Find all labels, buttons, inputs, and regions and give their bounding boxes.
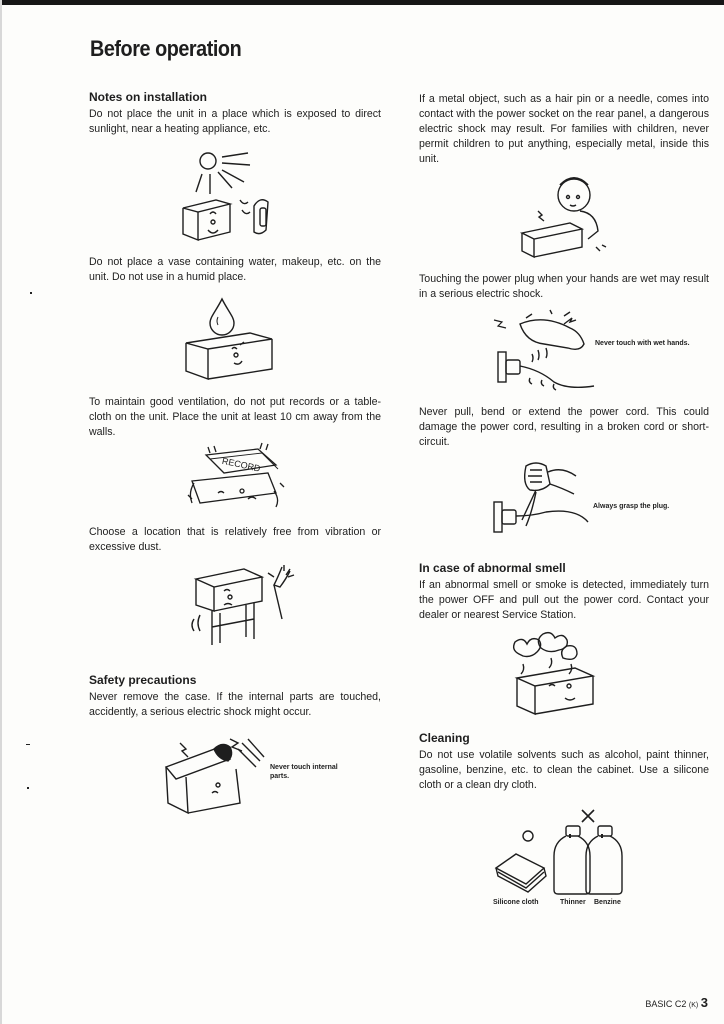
metal-object-text: If a metal object, such as a hair pin or a needle, comes into contact with the power socket on the rear panel, a dangerous electric shock may result. For families with children, never permit children to put anything, especially metal, inside this unit. [419,93,709,165]
abnormal-smell-text: If an abnormal smell or smoke is detected, immediately turn the power OFF and pull out the power cord. Contact your dealer or nearest Service Station. [419,579,709,621]
installation-vase-text: Do not place a vase containing water, makeup, etc. on the unit. Do not use in a humid place. [89,256,381,283]
smoke-illustration [505,628,605,718]
open-case-illustration [160,733,265,818]
wet-hands-caption: Never touch with wet hands. [595,340,690,347]
footer-suffix: (K) [688,1002,699,1009]
vibration-text-block [89,525,381,555]
cleaning-section [419,731,709,793]
page-number: 3 [700,995,708,1010]
safety-caption: Never touch internal parts. [270,764,338,780]
installation-ventilation-text: To maintain good ventilation, do not put records or a table-cloth on the unit. Place the unit at least 10 cm away from the walls. [89,396,381,438]
installation-section [89,90,381,137]
metal-object-text-block [419,92,709,167]
vase-text-block [89,255,381,285]
wet-hands-text-block [419,272,709,302]
page-edge [0,0,2,1024]
record-cloth-illustration [178,443,288,518]
safety-heading: Safety precautions [89,673,197,687]
cleaning-illustration [494,806,639,896]
installation-sunlight-text: Do not place the unit in a place which is exposed to direct sunlight, near a heating appliance, etc. [89,108,381,135]
child-illustration [518,175,618,260]
scan-speck [30,292,32,294]
installation-heading: Notes on installation [89,90,208,104]
top-rule [0,0,724,5]
scan-speck [27,787,29,789]
vibration-illustration [186,565,306,650]
prohibited-mark-icon [582,810,594,822]
footer-model: BASIC C2 [645,999,687,1009]
thinner-label: Thinner [560,899,586,906]
power-cord-text: Never pull, bend or extend the power cord. This could damage the power cord, resulting in a broken cord or short-circuit. [419,406,709,448]
power-cord-text-block [419,405,709,450]
water-drop-illustration [180,295,280,385]
abnormal-smell-section [419,561,709,623]
grasp-plug-illustration [490,458,590,538]
cleaning-heading: Cleaning [419,731,470,745]
silicone-cloth-label: Silicone cloth [493,899,539,906]
scan-speck [26,744,30,745]
abnormal-smell-heading: In case of abnormal smell [419,561,566,575]
wet-hands-text: Touching the power plug when your hands are wet may result in a serious electric shock. [419,273,709,300]
record-label: RECORD [221,455,262,474]
page-title: Before operation [90,36,242,61]
installation-vibration-text: Choose a location that is relatively free from vibration or excessive dust. [89,526,381,553]
ventilation-text-block [89,395,381,440]
sunlight-illustration [178,148,298,248]
safety-section [89,673,381,720]
page-footer [645,995,708,1010]
safety-text: Never remove the case. If the internal parts are touched, accidently, a serious electric shock might occur. [89,691,381,718]
benzine-label: Benzine [594,899,621,906]
grasp-plug-caption: Always grasp the plug. [593,503,670,510]
wet-hand-plug-illustration [490,310,595,395]
cleaning-text: Do not use volatile solvents such as alcohol, paint thinner, gasoline, benzine, etc. to clean the cabinet. Use a silicone cloth or a clean dry cloth. [419,749,709,791]
ok-mark-icon [523,831,533,841]
